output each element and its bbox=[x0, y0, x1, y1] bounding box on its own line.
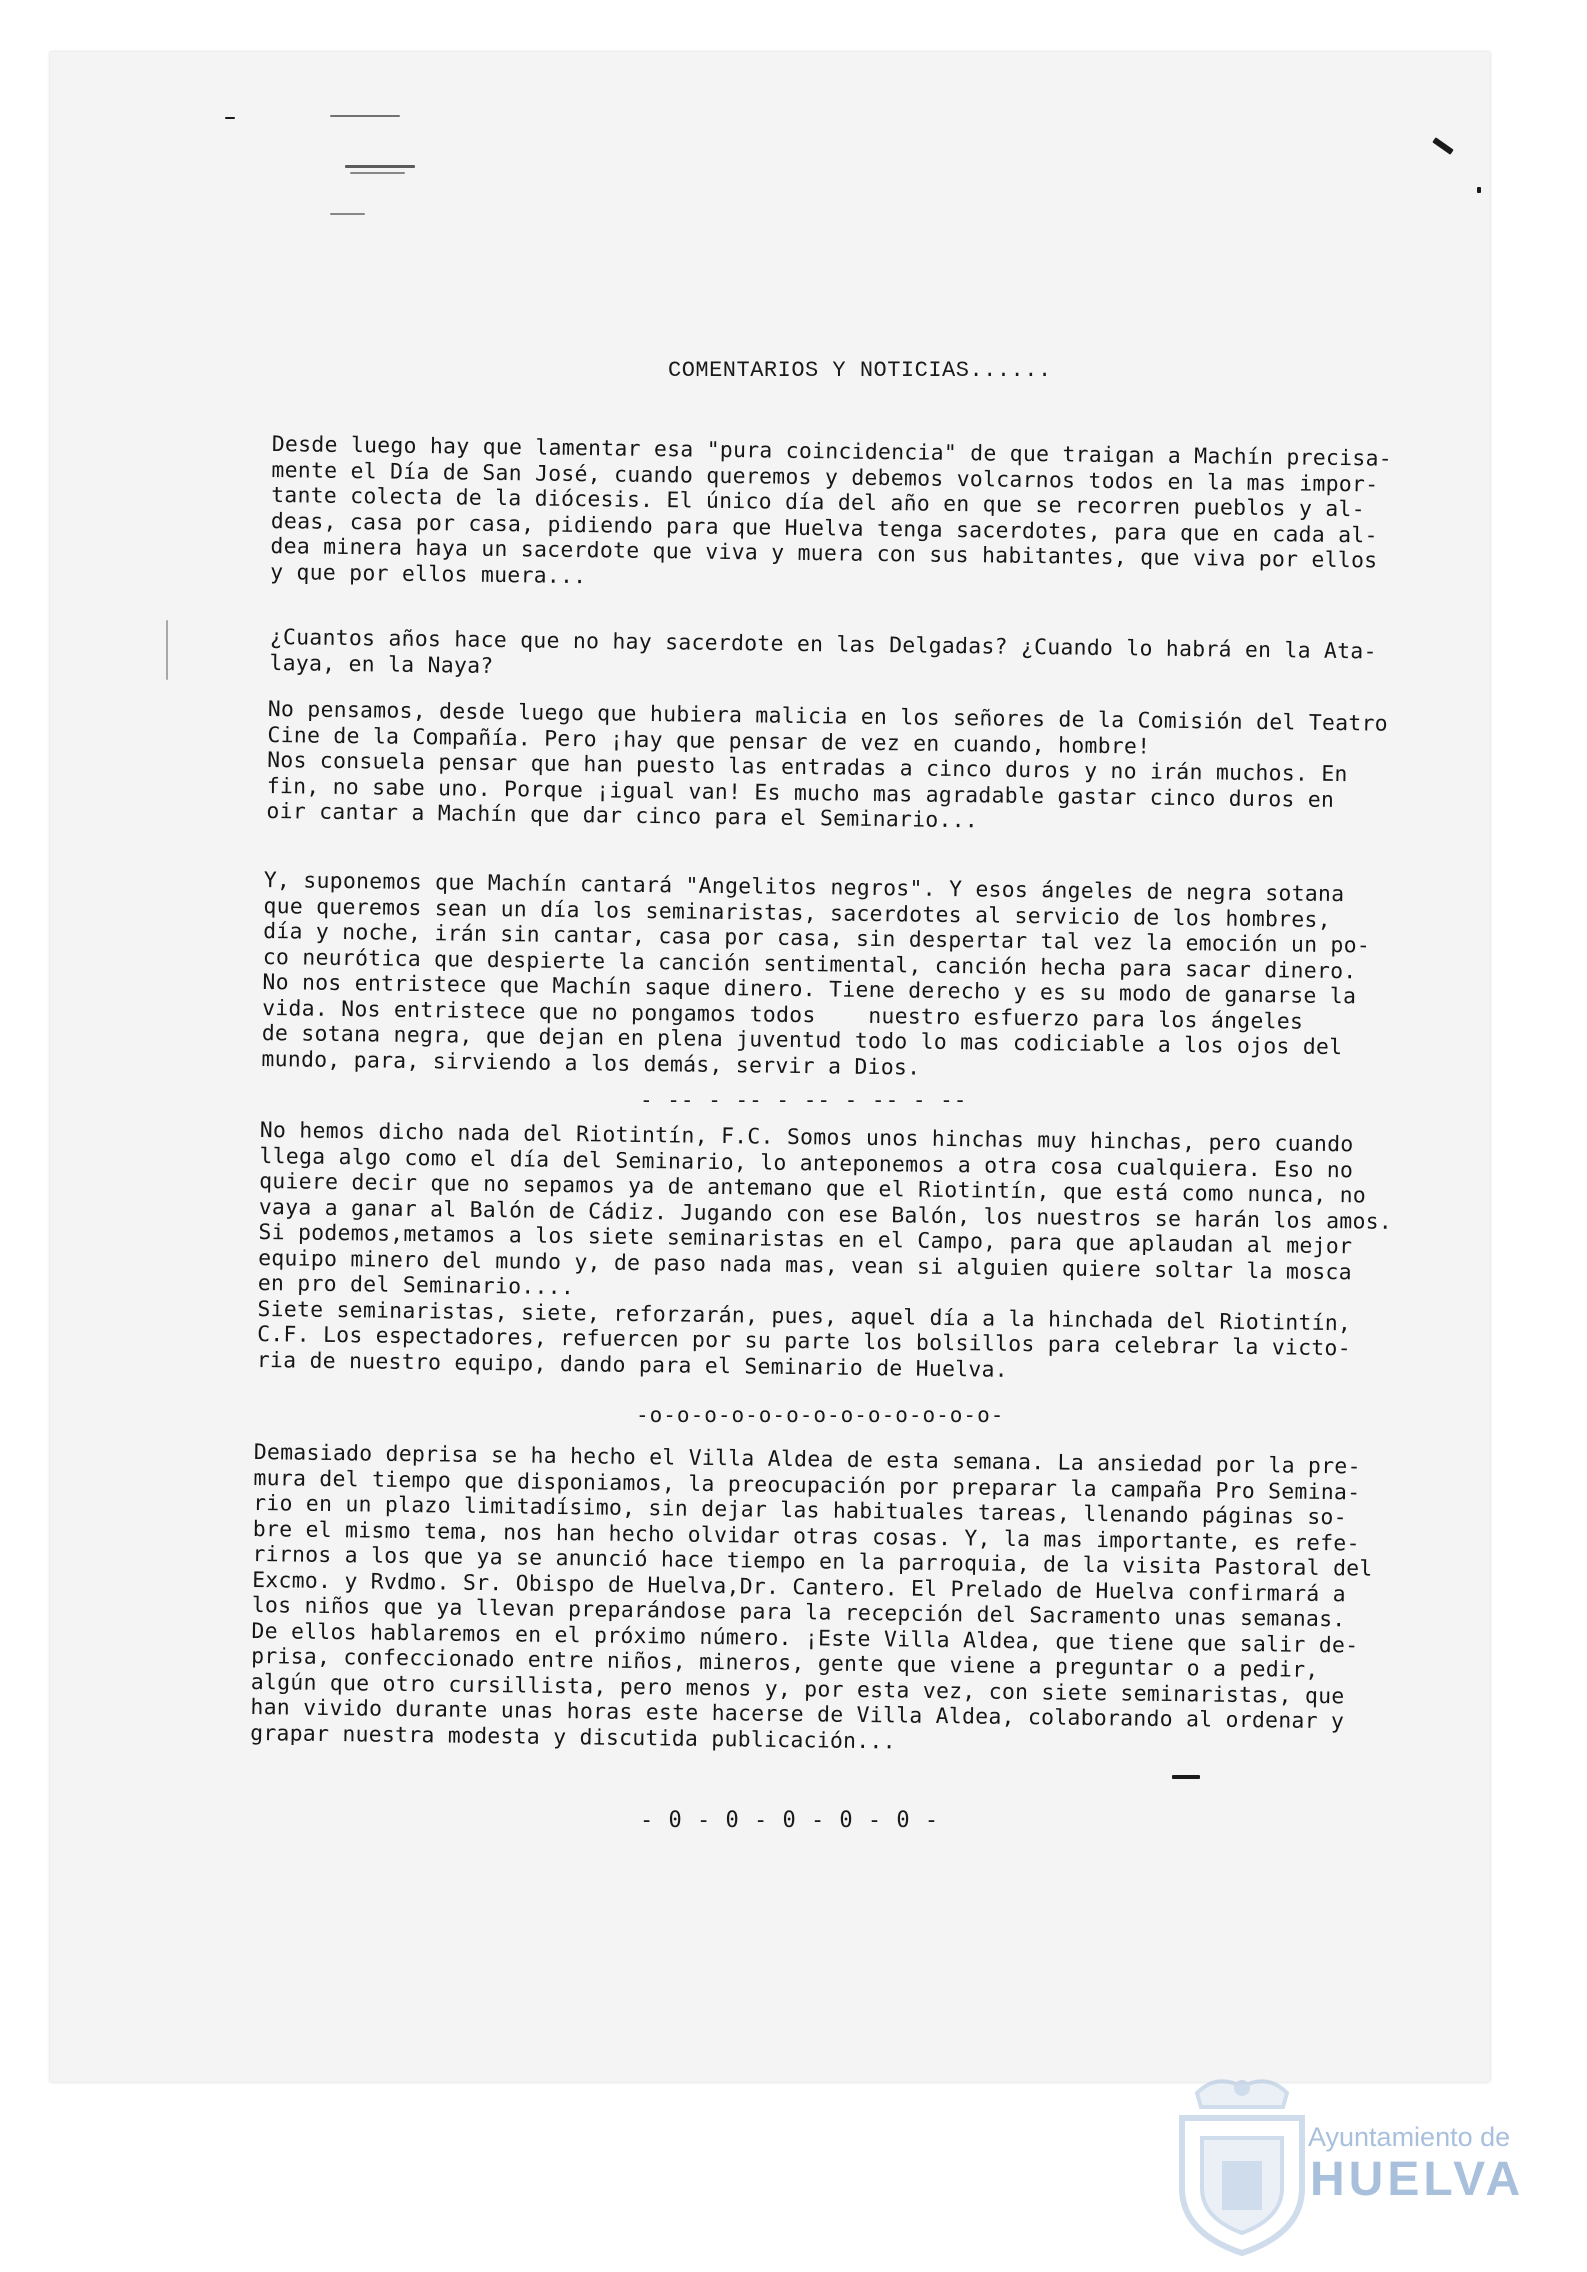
paragraph-machin: Desde luego hay que lamentar esa "pura coincidencia" de que traigan a Machín precisa- mente el Día de San José, cuando queremos y debemos volcarnos todos en la mas impor- tante colecta de la diócesis. El único día del año en que se recorren pueblos y al- deas, casa por casa, pidiendo para que Huelva tenga sacerdotes, para que en cada al- dea minera haya un sacerdote que viva y muera con sus habitantes, que viva por ellos y que por ellos muera... bbox=[270, 432, 1393, 589]
scan-speck bbox=[166, 620, 168, 680]
scan-speck bbox=[1477, 187, 1481, 193]
separator-end: - 0 - 0 - 0 - 0 - 0 - bbox=[640, 1808, 940, 1833]
separator-circles: -o-o-o-o-o-o-o-o-o-o-o-o-o- bbox=[636, 1403, 1005, 1427]
scan-speck bbox=[330, 213, 365, 215]
paragraph-delgadas: ¿Cuantos años hace que no hay sacerdote en las Delgadas? ¿Cuando lo habrá en la Ata- laya, en la Naya? bbox=[269, 625, 1377, 679]
page-title: COMENTARIOS Y NOTICIAS...... bbox=[668, 358, 1052, 383]
scan-speck bbox=[350, 172, 405, 174]
watermark-line2: HUELVA bbox=[1310, 2153, 1525, 2206]
scan-speck bbox=[1172, 1775, 1200, 1779]
separator-dashes: - -- - -- - -- - -- - -- bbox=[640, 1088, 968, 1112]
paragraph-villa-aldea: Demasiado deprisa se ha hecho el Villa Aldea de esta semana. La ansiedad por la pre- mura del tiempo que disponiamos, la preocupación por preparar la campaña Pro Semina- rio en un plazo limitadísimo, sin dejar las habituales tareas, llenando páginas so- bre el mismo tema, nos han hecho olvidar otras cosas. Y, la mas importante, es refe- rirnos a los que ya se anunció hace tiempo en la parroquia, de la visita Pastoral del Excmo. y Rvdmo. Sr. Obispo de Huelva,Dr. Cantero. El Prelado de Huelva confirmará a los niños que ya llevan preparándose para la recepción del Sacramento unas semanas. De ellos hablaremos en el próximo número. ¡Este Villa Aldea, que tiene que salir de- prisa, confeccionado entre niños, mineros, gente que viene a preguntar o a pedir, algún que otro cursillista, pero menos y, por esta vez, con siete seminaristas, que han vivido durante unas horas este hacerse de Villa Aldea, colaborando al ordenar y grapar nuestra modesta y discutida publicación... bbox=[250, 1440, 1373, 1754]
watermark-line1: Ayuntamiento de bbox=[1308, 2122, 1511, 2152]
paragraph-comision: No pensamos, desde luego que hubiera malicia en los señores de la Comisión del Teatro Cine de la Compañía. Pero ¡hay que pensar de vez en cuando, hombre! Nos consuela pensar que han puesto las entradas a cinco duros y no irán muchos. En fin, no sabe uno. Porque ¡igual van! Es mucho mas agradable gastar cinco duros en oir cantar a Machín que dar cinco para el Seminario... bbox=[266, 697, 1389, 834]
scan-speck bbox=[225, 117, 235, 119]
paragraph-riotintin: No hemos dicho nada del Riotintín, F.C. Somos unos hinchas muy hinchas, pero cuando llega algo como el día del Seminario, lo anteponemos a otra cosa cualquiera. Eso no quiere decir que no sepamos ya de antemano que el Riotintín, que está como nunca, no vaya a ganar al Balón de Cádiz. Jugando con ese Balón, los nuestros se harán los amos. Si podemos,metamos a los siete seminaristas en el Campo, para que aplaudan al mejor equipo minero del mundo y, de paso nada mas, vean si alguien quiere soltar la mosca en pro del Seminario.... Siete seminaristas, siete, reforzarán, pues, aquel día a la hinchada del Riotintín, C.F. Los espectadores, refuercen por su parte los bolsillos para celebrar la victo- ria de nuestro equipo, dando para el Seminario de Huelva. bbox=[256, 1118, 1393, 1383]
scan-speck bbox=[330, 115, 400, 117]
paragraph-angelitos: Y, suponemos que Machín cantará "Angelitos negros". Y esos ángeles de negra sotana que queremos sean un día los seminaristas, sacerdotes al servicio de los hombres, día y noche, irán sin cantar, casa por casa, sin despertar tal vez la emoción un po- co neurótica que despierte la canción sentimental, canción hecha para sacar dinero. No nos entristece que Machín saque dinero. Tiene derecho y es su modo de ganarse la vida. Nos entristece que no pongamos todos nuestro esfuerzo para los ángeles de sotana negra, que dejan en plena juventud todo lo mas codiciable a los ojos del mundo, para, sirviendo a los demás, servir a Dios. bbox=[261, 868, 1371, 1081]
scan-speck bbox=[345, 165, 415, 168]
